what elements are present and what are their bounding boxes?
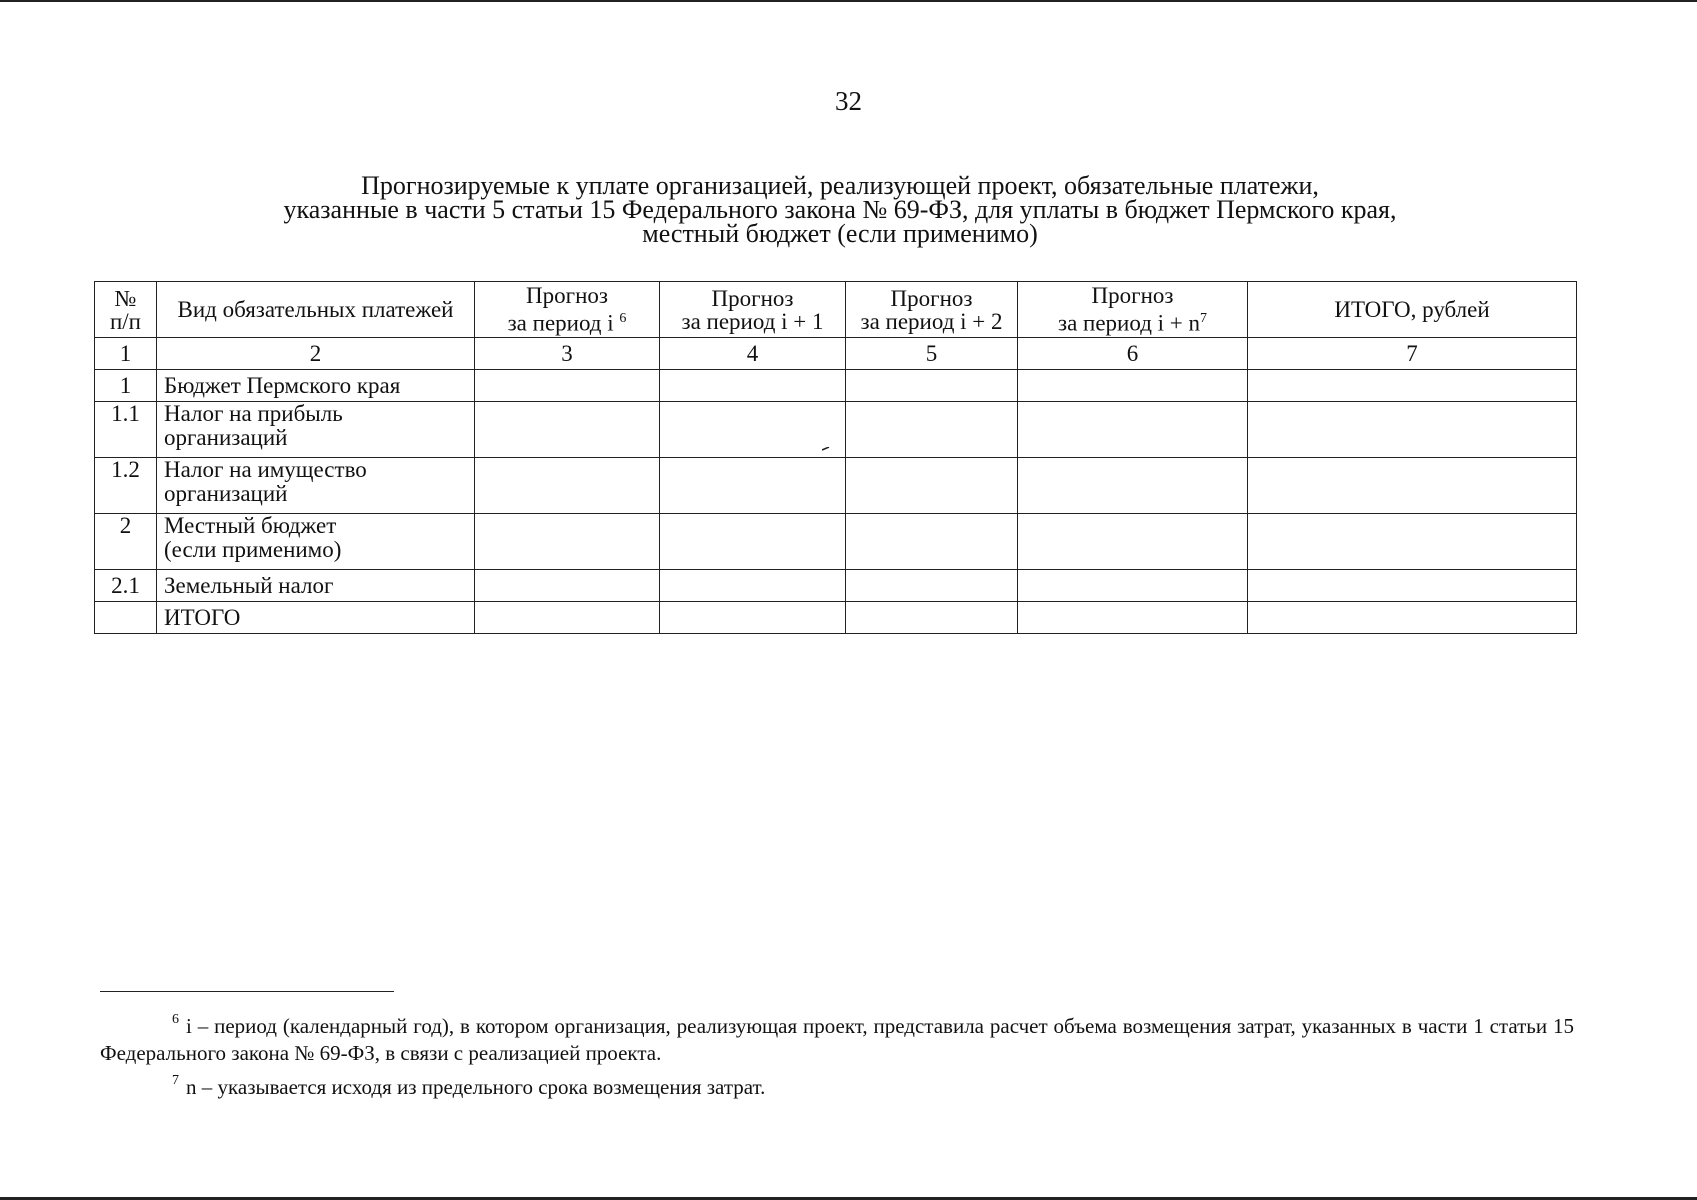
value-cell [846, 570, 1018, 602]
row-name-line-1: ИТОГО [164, 604, 241, 630]
header-num-top: № [114, 285, 137, 311]
footnote-6-mark: 6 [172, 1012, 179, 1027]
table-row [95, 370, 1577, 402]
footnote-ref-6: 6 [619, 311, 627, 327]
value-cell [660, 402, 846, 458]
column-index-cell: 3 [475, 338, 660, 370]
value-cell [846, 402, 1018, 458]
value-cell [660, 458, 846, 514]
column-index-cell: 1 [95, 338, 157, 370]
table-row [95, 402, 1577, 458]
title-line-2: указанные в части 5 статьи 15 Федерального закона № 69-ФЗ, для уплаты в бюджет Пермского края, [283, 195, 1397, 224]
column-index-cell: 2 [157, 338, 475, 370]
header-forecast-i-top: Прогноз [526, 283, 608, 309]
header-forecast-i1-bottom: за период i + 1 [681, 308, 824, 334]
row-payment-name [157, 602, 475, 634]
column-index-cell: 7 [1248, 338, 1577, 370]
footnote-6-text: i – период (календарный год), в котором организация, реализующая проект, представила расчет объема возмещения затрат, указанных в части 1 статьи 15 Федерального закона № 69-ФЗ, в связи с реализацией проекта. [100, 1014, 1574, 1065]
footnote-7-mark: 7 [172, 1073, 179, 1088]
row-name-line-1: Бюджет Пермского края [164, 372, 401, 398]
footnotes [100, 1006, 1574, 1101]
header-forecast-i2-bottom: за период i + 2 [860, 308, 1003, 334]
header-forecast-i1-top: Прогноз [711, 285, 794, 311]
value-cell [1018, 370, 1248, 402]
row-payment-name [157, 514, 475, 570]
value-cell [1248, 402, 1577, 458]
value-cell [660, 514, 846, 570]
header-forecast-i [475, 282, 660, 338]
row-name-line-1: Налог на имущество [164, 457, 367, 482]
value-cell [1018, 458, 1248, 514]
value-cell [475, 570, 660, 602]
title-line-3: местный бюджет (если применимо) [642, 219, 1038, 248]
column-index-cell: 5 [846, 338, 1018, 370]
value-cell [846, 514, 1018, 570]
row-number [95, 602, 157, 634]
row-payment-name [157, 402, 475, 458]
header-forecast-i-bottom: за период i [507, 310, 614, 336]
row-name-line-1: Налог на прибыль [164, 401, 343, 426]
footnote-7-text: n – указывается исходя из предельного срока возмещения затрат. [186, 1075, 766, 1099]
value-cell [1248, 570, 1577, 602]
row-number: 1 [95, 370, 157, 402]
value-cell [846, 602, 1018, 634]
header-payment-type: Вид обязательных платежей [157, 282, 475, 338]
value-cell [846, 458, 1018, 514]
value-cell [1018, 514, 1248, 570]
value-cell [475, 514, 660, 570]
header-total-rubles: ИТОГО, рублей [1248, 282, 1577, 338]
value-cell [475, 402, 660, 458]
value-cell [475, 602, 660, 634]
value-cell [660, 570, 846, 602]
payments-table [94, 281, 1577, 634]
header-forecast-i-plus-n [1018, 282, 1248, 338]
footnote-7 [100, 1067, 1574, 1101]
row-name-line-2: организаций [164, 425, 288, 450]
value-cell [475, 370, 660, 402]
value-cell [1018, 602, 1248, 634]
value-cell [846, 370, 1018, 402]
header-num-bottom: п/п [109, 308, 141, 334]
value-cell [660, 370, 846, 402]
header-forecast-in-top: Прогноз [1091, 283, 1174, 309]
table-header-row [95, 282, 1577, 338]
footnote-6 [100, 1006, 1574, 1067]
table-row [95, 458, 1577, 514]
row-payment-name [157, 458, 475, 514]
value-cell [1018, 570, 1248, 602]
row-payment-name [157, 570, 475, 602]
table-row [95, 570, 1577, 602]
header-forecast-i-plus-1 [660, 282, 846, 338]
document-title [190, 171, 1490, 248]
value-cell [1248, 514, 1577, 570]
value-cell [660, 602, 846, 634]
row-number: 2.1 [95, 570, 157, 602]
row-payment-name [157, 370, 475, 402]
scan-mark [822, 447, 830, 451]
row-number: 2 [95, 514, 157, 570]
row-name-line-2: организаций [164, 481, 288, 506]
header-forecast-i-plus-2 [846, 282, 1018, 338]
table-row-total [95, 602, 1577, 634]
column-index-row [95, 338, 1577, 370]
column-index-cell: 6 [1018, 338, 1248, 370]
value-cell [1248, 370, 1577, 402]
title-line-1: Прогнозируемые к уплате организацией, реализующей проект, обязательные платежи, [361, 171, 1319, 200]
value-cell [475, 458, 660, 514]
column-index-cell: 4 [660, 338, 846, 370]
table-row [95, 514, 1577, 570]
row-name-line-1: Местный бюджет [164, 513, 337, 538]
row-number: 1.2 [95, 458, 157, 514]
footnote-separator [100, 991, 394, 992]
value-cell [1248, 602, 1577, 634]
page-number: 32 [835, 86, 862, 116]
row-number: 1.1 [95, 402, 157, 458]
header-forecast-i2-top: Прогноз [890, 285, 973, 311]
footnote-ref-7: 7 [1200, 311, 1208, 327]
row-name-line-1: Земельный налог [164, 572, 334, 598]
header-num [95, 282, 157, 338]
header-forecast-in-bottom: за период i + n [1057, 310, 1201, 336]
value-cell [1248, 458, 1577, 514]
value-cell [1018, 402, 1248, 458]
row-name-line-2: (если применимо) [164, 537, 342, 562]
